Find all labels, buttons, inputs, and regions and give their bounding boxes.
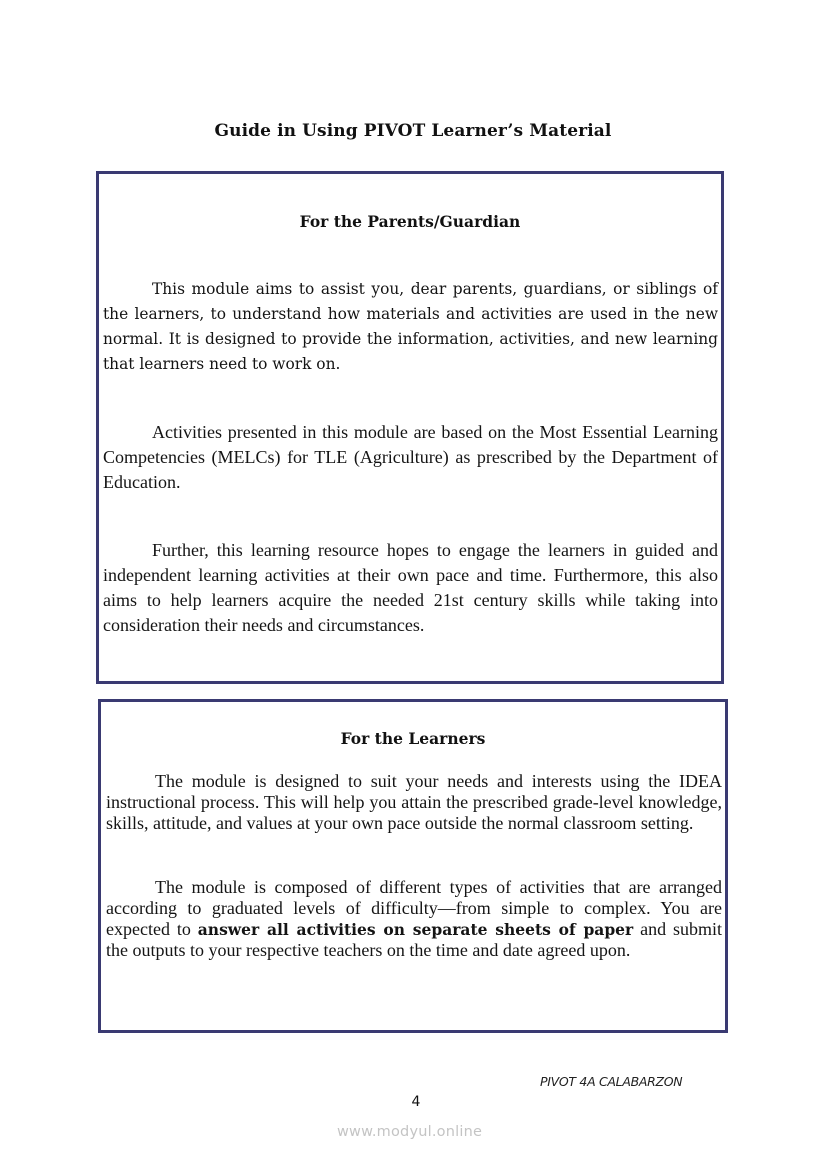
footer-organization: PIVOT 4A CALABARZON bbox=[540, 1074, 683, 1089]
learners-heading: For the Learners bbox=[340, 729, 486, 748]
learners-paragraph-2-text-end: and submit the outputs to your respective teachers on the time and date agreed upon. bbox=[106, 919, 722, 960]
learners-paragraph-2-emphasis: answer all activities on separate sheets of paper bbox=[197, 920, 634, 939]
parents-paragraph-2: Activities presented in this module are based on the Most Essential Learning Competencies (MELCs) for TLE (Agriculture) as prescribed by the Department of Education. bbox=[103, 422, 718, 492]
learners-box bbox=[98, 699, 728, 1033]
parents-guardian-heading: For the Parents/Guardian bbox=[299, 212, 521, 231]
learners-paragraph-2 bbox=[106, 877, 722, 961]
learners-paragraph-2-text: The module is composed of different types of activities that are arranged according to graduated levels of difficulty—from simple to complex. You are expected to bbox=[106, 877, 722, 939]
watermark-link[interactable]: www.modyul.online bbox=[337, 1124, 483, 1140]
page-title: Guide in Using PIVOT Learner’s Material bbox=[214, 121, 612, 141]
parents-paragraph-1: This module aims to assist you, dear parents, guardians, or siblings of the learners, to understand how materials and activities are used in the new normal. It is designed to provide the information, activities, and new learning that learners need to work on. bbox=[103, 280, 718, 373]
page-number: 4 bbox=[411, 1094, 421, 1110]
parents-guardian-box bbox=[96, 171, 724, 684]
learners-paragraph-1: The module is designed to suit your needs and interests using the IDEA instructional process. This will help you attain the prescribed grade-level knowledge, skills, attitude, and values at your own pace outside the normal classroom setting. bbox=[106, 771, 722, 833]
parents-paragraph-3: Further, this learning resource hopes to engage the learners in guided and independent learning activities at their own pace and time. Furthermore, this also aims to help learners acquire the needed 21st century skills while taking into consideration their needs and circumstances. bbox=[103, 540, 718, 635]
